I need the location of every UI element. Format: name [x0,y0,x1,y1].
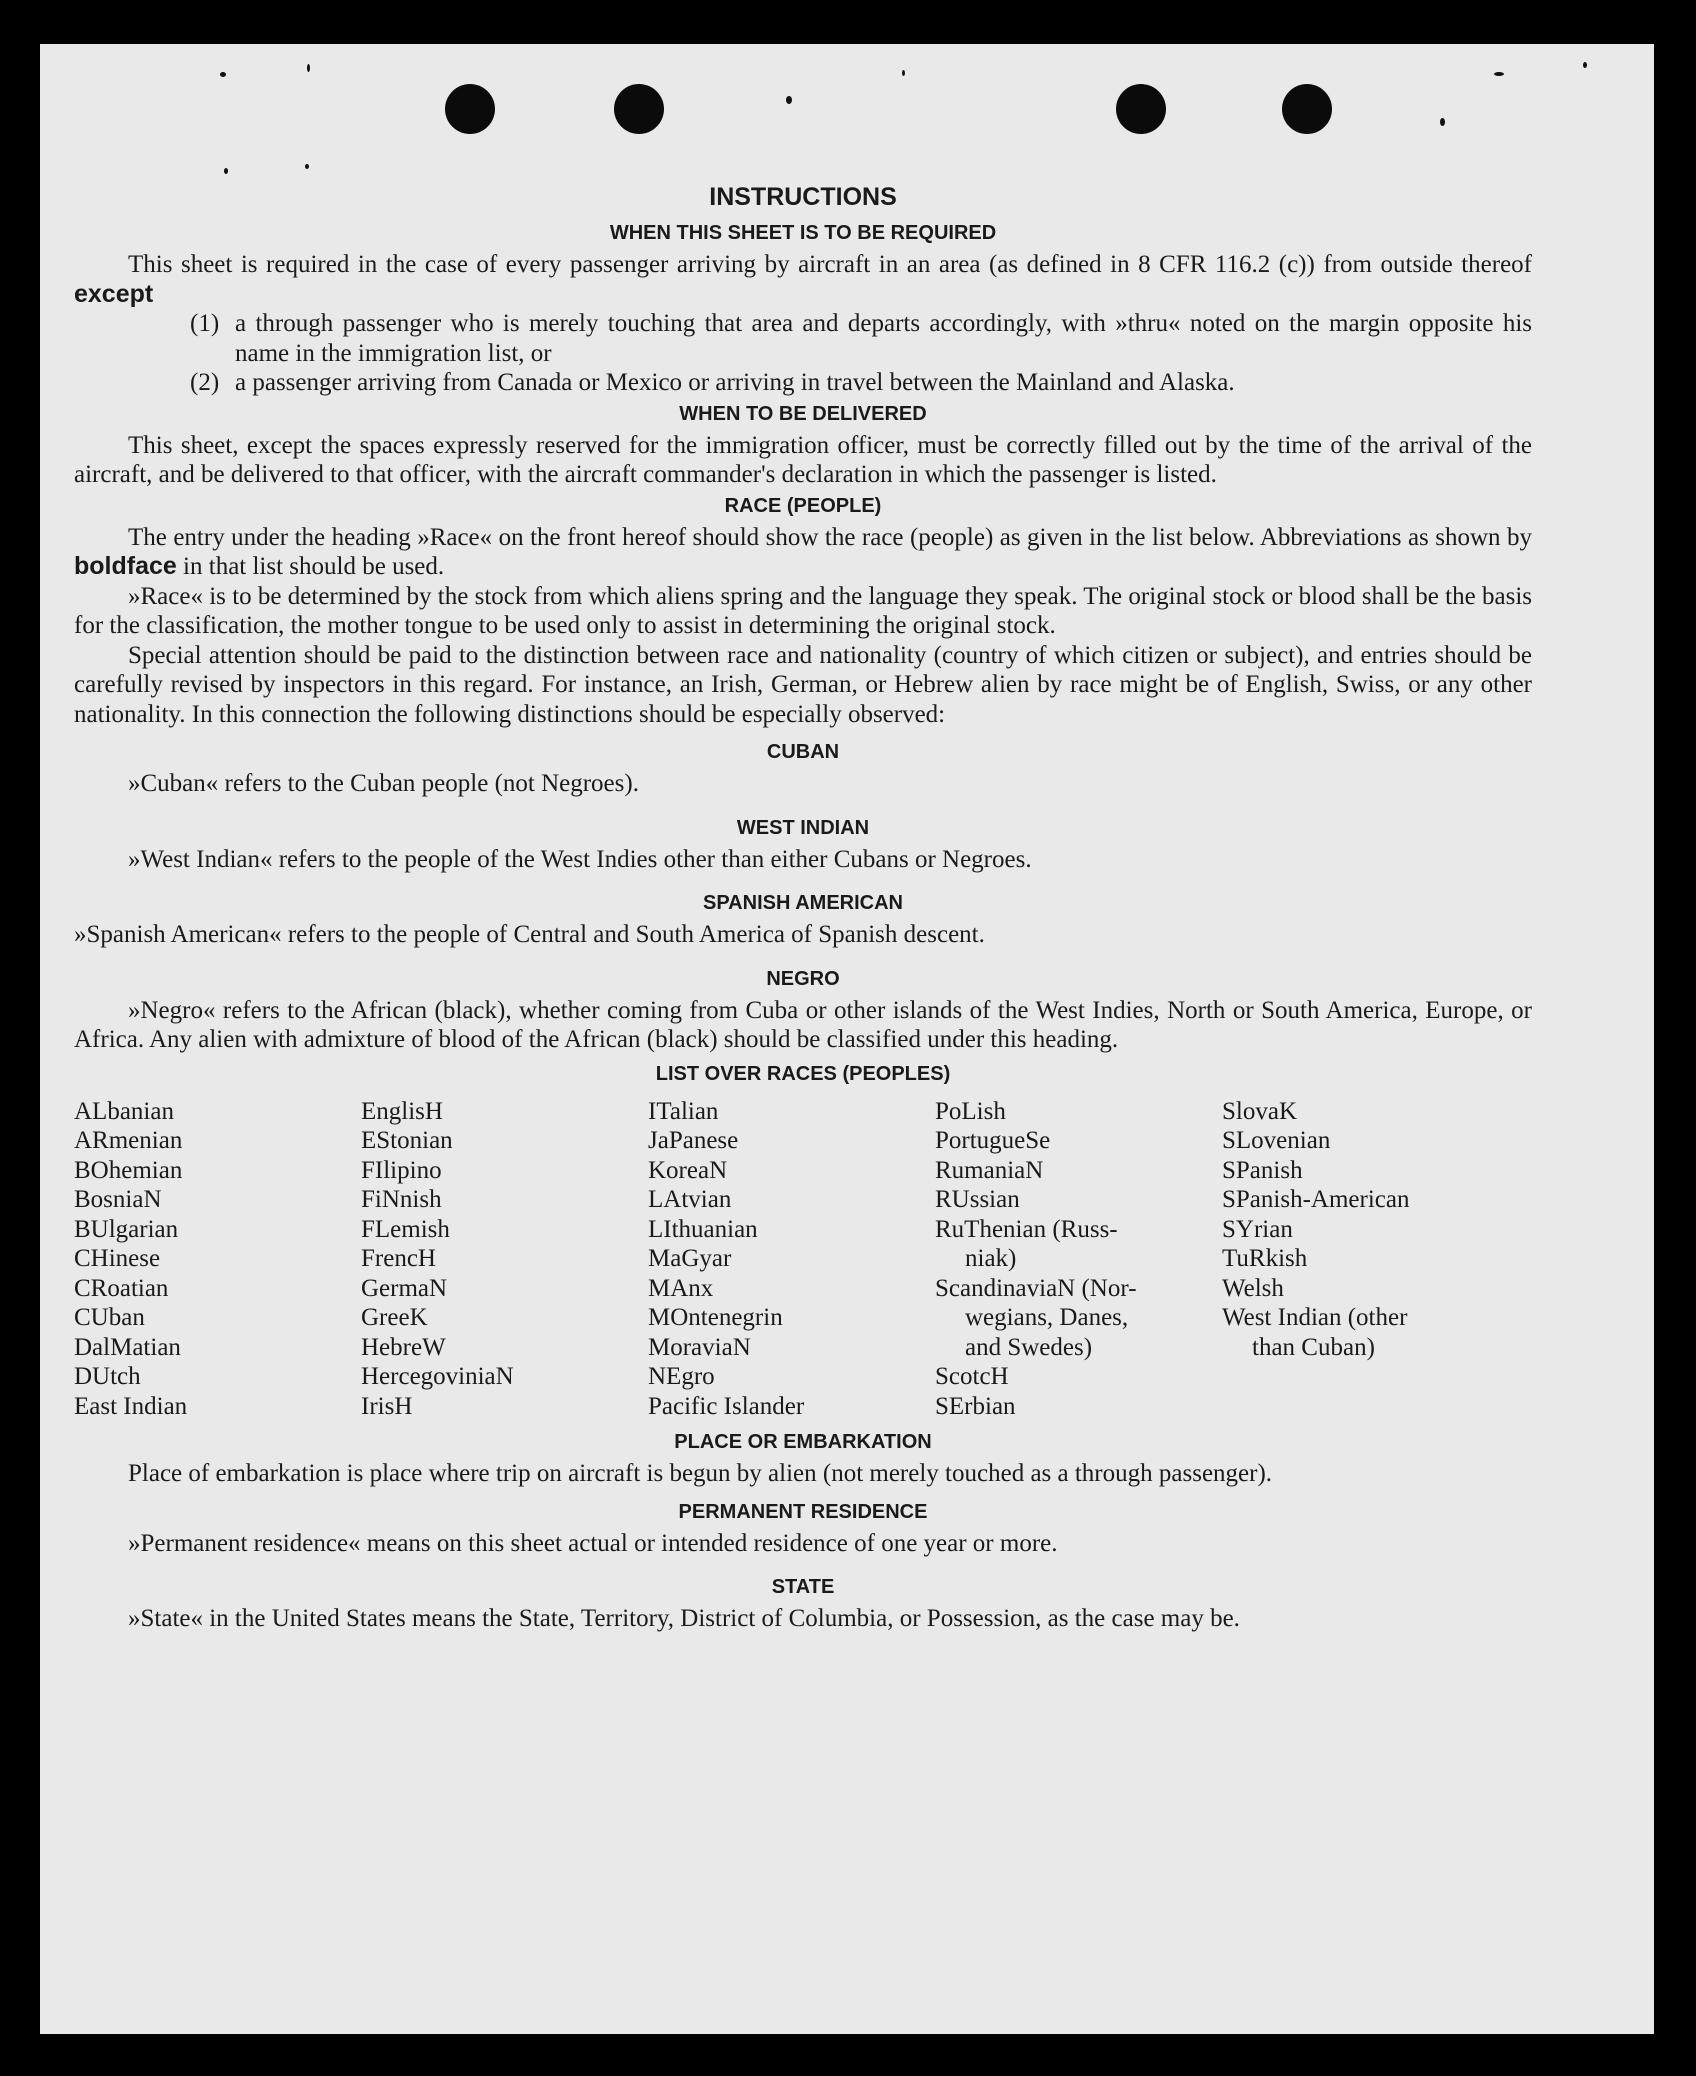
race-entry: RUssian [935,1186,1020,1213]
section-heading: NEGRO [766,967,840,990]
race-column [74,1097,361,1422]
race-entry: HercegoviniaN [361,1363,514,1390]
instructions-content [74,182,1532,1634]
race-column [361,1097,648,1422]
race-list [74,1097,1532,1422]
section-heading: PERMANENT RESIDENCE [678,1500,928,1523]
race-entry: FiNnish [361,1186,442,1213]
race-entry: DUtch [74,1363,141,1390]
race-entry: BosniaN [74,1186,162,1213]
punch-hole [445,84,495,134]
race-entry: West Indian (other [1222,1304,1408,1331]
paragraph: »Spanish American« refers to the people of Central and South America of Spanish descent. [74,921,985,948]
race-entry: ARmenian [74,1127,183,1154]
page-title: INSTRUCTIONS [709,183,897,211]
section-heading: STATE [771,1576,835,1598]
race-entry: CRoatian [74,1274,169,1302]
race-entry: RuThenian (Russ- [935,1215,1118,1243]
race-entry: LIthuanian [648,1215,758,1243]
race-entry: ScandinaviaN (Nor- [935,1274,1137,1302]
race-entry: LAtvian [648,1186,732,1213]
section-heading: SPANISH AMERICAN [702,892,903,914]
race-column [648,1097,935,1422]
race-entry: FrencH [361,1245,436,1272]
race-entry: BUlgarian [74,1215,179,1243]
race-entry: SLovenian [1222,1127,1331,1154]
race-entry: RumaniaN [935,1156,1044,1184]
race-entry: GermaN [361,1274,448,1302]
race-entry: SPanish-American [1222,1186,1410,1213]
race-entry: ScotcH [935,1363,1009,1390]
section-heading: CUBAN [766,741,840,763]
race-entry: BOhemian [74,1156,183,1184]
paragraph: The entry under the heading »Race« on the front hereof should show the race (people) as given in the list below. Abbreviations as shown by boldface in that list should be used. [74,523,1532,580]
race-entry: GreeK [361,1304,428,1331]
paragraph: »West Indian« refers to the people of the West Indies other than either Cubans or Negroes. [128,845,1032,873]
speck-mark [1583,62,1587,68]
race-entry: CHinese [74,1245,161,1272]
race-entry: MoraviaN [648,1333,751,1361]
section-heading: WEST INDIAN [736,816,870,839]
race-entry: DalMatian [74,1333,181,1361]
paragraph: This sheet, except the spaces expressly reserved for the immigration officer, must be correctly filled out by the time of the arrival of the aircraft, and be delivered to that officer, with the aircraft commander's declaration in which the passenger is listed. [74,431,1532,488]
race-entry: wegians, Danes, [965,1304,1129,1331]
paragraph: »Permanent residence« means on this sheet actual or intended residence of one year or more. [128,1529,1058,1557]
speck-mark [786,96,792,104]
section-heading: RACE (PEOPLE) [724,494,882,517]
race-entry: EnglisH [361,1097,443,1125]
race-entry: Pacific Islander [648,1392,805,1420]
speck-mark [307,64,310,72]
list-item: (1) a through passenger who is merely touching that area and departs accordingly, with »thru« noted on the margin opposite his name in the immigration list, or [190,310,1532,367]
section-heading: LIST OVER RACES (PEOPLES) [655,1062,951,1085]
punch-hole [614,84,664,134]
race-entry: East Indian [74,1392,188,1420]
paragraph: This sheet is required in the case of every passenger arriving by aircraft in an area (as defined in 8 CFR 116.2 (c)) from outside thereof except [74,251,1532,308]
race-entry: KoreaN [648,1156,728,1184]
paragraph: »State« in the United States means the State, Territory, District of Columbia, or Possession, as the case may be. [128,1605,1240,1632]
speck-mark [1494,72,1504,76]
race-entry: than Cuban) [1252,1333,1375,1361]
race-entry: ALbanian [74,1097,174,1125]
race-entry: SErbian [935,1392,1016,1420]
race-entry: PortugueSe [935,1127,1051,1154]
speck-mark [224,168,228,174]
speck-mark [220,72,226,77]
race-entry: HebreW [361,1333,446,1361]
paragraph: »Race« is to be determined by the stock from which aliens spring and the language they speak. The original stock or blood shall be the basis for the classification, the mother tongue to be used only to assist in determining the original stock. [74,582,1532,639]
race-column [935,1097,1222,1422]
race-entry: CUban [74,1304,145,1331]
punch-hole [1116,84,1166,134]
race-entry: Welsh [1222,1274,1284,1302]
speck-mark [305,164,309,169]
race-entry: MaGyar [648,1245,732,1272]
race-entry: EStonian [361,1127,453,1154]
race-entry: MAnx [648,1274,714,1302]
race-entry: TuRkish [1222,1245,1308,1272]
race-entry: FLemish [361,1215,450,1243]
paragraph: Special attention should be paid to the distinction between race and nationality (country of which citizen or subject), and entries should be carefully revised by inspectors in this regard. For instance, an Irish, German, or Hebrew alien by race might be of English, Swiss, or any other nationality. In this connection the following distinctions should be especially observed: [74,641,1532,728]
race-entry: ITalian [648,1097,719,1125]
race-entry: MOntenegrin [648,1304,783,1331]
section-heading: PLACE OR EMBARKATION [674,1431,932,1453]
speck-mark [902,70,905,76]
race-entry: niak) [965,1245,1017,1272]
paragraph: »Negro« refers to the African (black), whether coming from Cuba or other islands of the West Indies, North or South America, Europe, or Africa. Any alien with admixture of blood of the African (black) should be classified under this heading. [74,996,1532,1053]
race-entry: SlovaK [1222,1097,1297,1125]
race-column [1222,1097,1509,1422]
section-heading: WHEN THIS SHEET IS TO BE REQUIRED [609,222,997,244]
document-sheet [40,44,1654,2034]
punch-hole [1282,84,1332,134]
race-entry: FIlipino [361,1156,442,1184]
race-entry: and Swedes) [965,1333,1093,1361]
paragraph: »Cuban« refers to the Cuban people (not Negroes). [128,770,639,797]
race-entry: JaPanese [648,1127,739,1154]
list-item: (2) a passenger arriving from Canada or Mexico or arriving in travel between the Mainland and Alaska. [190,369,1235,396]
race-entry: NEgro [648,1363,715,1390]
race-entry: PoLish [935,1097,1006,1125]
paragraph: Place of embarkation is place where trip on aircraft is begun by alien (not merely touched as a through passenger). [128,1460,1273,1487]
section-heading: WHEN TO BE DELIVERED [679,402,927,425]
race-entry: IrisH [361,1392,413,1420]
race-entry: SPanish [1222,1156,1303,1184]
race-entry: SYrian [1222,1215,1293,1243]
speck-mark [1440,118,1445,126]
